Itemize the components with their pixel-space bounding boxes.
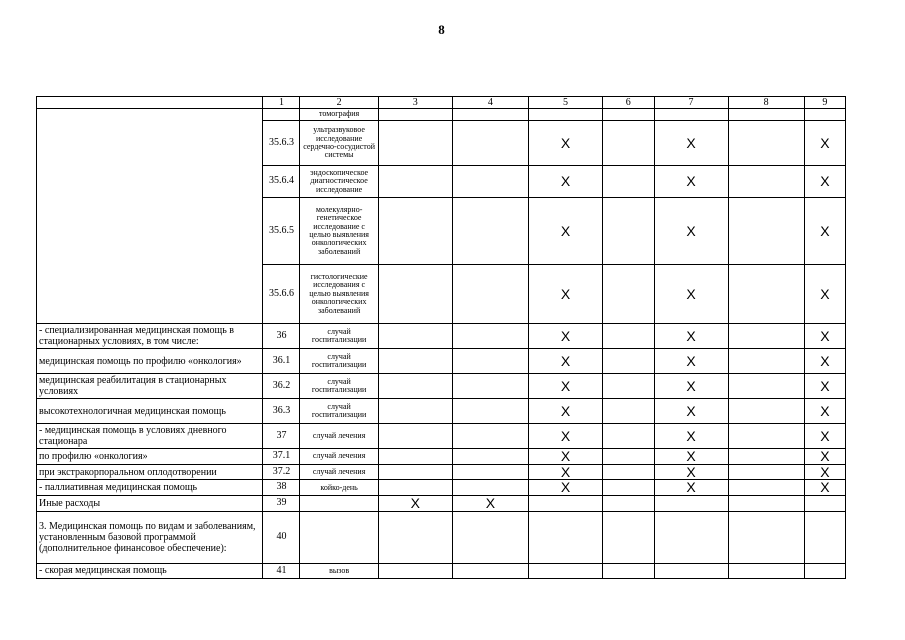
cell-col-9 — [804, 511, 845, 563]
row-label: при экстракорпоральном оплодотворении — [37, 464, 263, 480]
table-row — [37, 496, 846, 512]
row-code: 40 — [263, 511, 300, 563]
cell-col-8 — [728, 424, 804, 449]
row-code: 37.2 — [263, 464, 300, 480]
cell-col-3 — [378, 449, 452, 465]
row-unit: случай лечения — [300, 424, 378, 449]
row-code: 41 — [263, 563, 300, 578]
column-header-7: 7 — [654, 97, 728, 109]
cell-col-4 — [452, 464, 528, 480]
x-mark-col-9: X — [804, 265, 845, 324]
x-mark-col-5: X — [528, 265, 602, 324]
cell-col-8 — [728, 166, 804, 198]
row-label-merged — [37, 109, 263, 324]
x-mark-col-9: X — [804, 198, 845, 265]
x-mark-col-7: X — [654, 480, 728, 496]
row-label: медицинская реабилитация в стационарных условиях — [37, 374, 263, 399]
table-row — [37, 480, 846, 496]
table-row — [37, 109, 846, 121]
cell-col-3 — [378, 399, 452, 424]
cell-col-8 — [728, 121, 804, 166]
row-code: 39 — [263, 496, 300, 512]
cell-col-8 — [728, 464, 804, 480]
report-table — [36, 96, 846, 579]
cell-col-8 — [728, 374, 804, 399]
x-mark-col-5: X — [528, 121, 602, 166]
cell-col-3 — [378, 464, 452, 480]
column-header-0 — [37, 97, 263, 109]
cell-col-6 — [603, 399, 654, 424]
cell-col-6 — [603, 109, 654, 121]
row-label: по профилю «онкология» — [37, 449, 263, 465]
cell-col-8 — [728, 480, 804, 496]
x-mark-col-9: X — [804, 424, 845, 449]
cell-col-6 — [603, 511, 654, 563]
cell-col-4 — [452, 265, 528, 324]
row-label: - паллиативная медицинская помощь — [37, 480, 263, 496]
cell-col-3 — [378, 166, 452, 198]
cell-col-4 — [452, 198, 528, 265]
x-mark-col-9: X — [804, 121, 845, 166]
x-mark-col-5: X — [528, 424, 602, 449]
row-unit: случай госпитализации — [300, 374, 378, 399]
x-mark-col-5: X — [528, 449, 602, 465]
column-header-1: 1 — [263, 97, 300, 109]
row-unit: гистологические исследования с целью выявления онкологических заболеваний — [300, 265, 378, 324]
row-code: 36.2 — [263, 374, 300, 399]
cell-col-9 — [804, 109, 845, 121]
x-mark-col-5: X — [528, 198, 602, 265]
cell-col-7 — [654, 496, 728, 512]
page-number: 8 — [438, 22, 445, 37]
table-row — [37, 399, 846, 424]
cell-col-3 — [378, 563, 452, 578]
x-mark-col-9: X — [804, 349, 845, 374]
cell-col-4 — [452, 449, 528, 465]
cell-col-8 — [728, 324, 804, 349]
cell-col-9 — [804, 563, 845, 578]
cell-col-6 — [603, 265, 654, 324]
cell-col-4 — [452, 511, 528, 563]
column-header-3: 3 — [378, 97, 452, 109]
cell-col-3 — [378, 121, 452, 166]
row-unit: эндоскопическое диагностическое исследование — [300, 166, 378, 198]
cell-col-8 — [728, 563, 804, 578]
cell-col-4 — [452, 109, 528, 121]
x-mark-col-9: X — [804, 449, 845, 465]
row-unit: ультразвуковое исследование сердечно-сосудистой системы — [300, 121, 378, 166]
cell-col-6 — [603, 374, 654, 399]
cell-col-6 — [603, 349, 654, 374]
cell-col-3 — [378, 265, 452, 324]
x-mark-col-9: X — [804, 399, 845, 424]
x-mark-col-7: X — [654, 449, 728, 465]
row-label: - специализированная медицинская помощь в стационарных условиях, в том числе: — [37, 324, 263, 349]
cell-col-8 — [728, 449, 804, 465]
row-code: 36.3 — [263, 399, 300, 424]
row-label: Иные расходы — [37, 496, 263, 512]
cell-col-6 — [603, 424, 654, 449]
table-row — [37, 374, 846, 399]
x-mark-col-9: X — [804, 480, 845, 496]
column-header-5: 5 — [528, 97, 602, 109]
x-mark-col-7: X — [654, 121, 728, 166]
cell-col-4 — [452, 374, 528, 399]
cell-col-6 — [603, 198, 654, 265]
row-code: 38 — [263, 480, 300, 496]
row-unit: вызов — [300, 563, 378, 578]
x-mark-col-7: X — [654, 399, 728, 424]
row-code: 35.6.6 — [263, 265, 300, 324]
x-mark-col-5: X — [528, 349, 602, 374]
cell-col-4 — [452, 424, 528, 449]
column-header-4: 4 — [452, 97, 528, 109]
cell-col-8 — [728, 399, 804, 424]
row-unit: случай госпитализации — [300, 399, 378, 424]
x-mark-col-5: X — [528, 374, 602, 399]
row-unit: случай госпитализации — [300, 324, 378, 349]
cell-col-8 — [728, 511, 804, 563]
table-row — [37, 349, 846, 374]
table-row — [37, 563, 846, 578]
cell-col-4 — [452, 399, 528, 424]
cell-col-6 — [603, 464, 654, 480]
x-mark-col-7: X — [654, 374, 728, 399]
x-mark-col-9: X — [804, 464, 845, 480]
row-unit: случай лечения — [300, 464, 378, 480]
cell-col-6 — [603, 563, 654, 578]
cell-col-3 — [378, 198, 452, 265]
cell-col-4 — [452, 121, 528, 166]
row-code: 35.6.3 — [263, 121, 300, 166]
cell-col-7 — [654, 109, 728, 121]
row-unit: томография — [300, 109, 378, 121]
row-unit: случай лечения — [300, 449, 378, 465]
x-mark-col-4: X — [452, 496, 528, 512]
cell-col-9 — [804, 496, 845, 512]
column-header-8: 8 — [728, 97, 804, 109]
cell-col-3 — [378, 324, 452, 349]
x-mark-col-5: X — [528, 464, 602, 480]
row-code: 36.1 — [263, 349, 300, 374]
cell-col-7 — [654, 511, 728, 563]
row-unit — [300, 496, 378, 512]
cell-col-5 — [528, 496, 602, 512]
cell-col-7 — [654, 563, 728, 578]
cell-col-8 — [728, 198, 804, 265]
x-mark-col-7: X — [654, 265, 728, 324]
row-code: 35.6.5 — [263, 198, 300, 265]
row-code: 37.1 — [263, 449, 300, 465]
row-label: - скорая медицинская помощь — [37, 563, 263, 578]
table-header-row — [37, 97, 846, 109]
x-mark-col-7: X — [654, 324, 728, 349]
cell-col-6 — [603, 166, 654, 198]
row-label: 3. Медицинская помощь по видам и заболеваниям, установленным базовой программой (дополнительное финансовое обеспечение): — [37, 511, 263, 563]
cell-col-3 — [378, 109, 452, 121]
cell-col-6 — [603, 496, 654, 512]
cell-col-8 — [728, 496, 804, 512]
row-label: медицинская помощь по профилю «онкология» — [37, 349, 263, 374]
cell-col-6 — [603, 324, 654, 349]
column-header-9: 9 — [804, 97, 845, 109]
table-row — [37, 464, 846, 480]
table-row — [37, 449, 846, 465]
cell-col-4 — [452, 480, 528, 496]
cell-col-4 — [452, 349, 528, 374]
x-mark-col-5: X — [528, 480, 602, 496]
row-unit — [300, 511, 378, 563]
x-mark-col-7: X — [654, 198, 728, 265]
cell-col-4 — [452, 324, 528, 349]
row-label: высокотехнологичная медицинская помощь — [37, 399, 263, 424]
cell-col-6 — [603, 480, 654, 496]
table-row — [37, 511, 846, 563]
column-header-2: 2 — [300, 97, 378, 109]
cell-col-4 — [452, 166, 528, 198]
table-row — [37, 324, 846, 349]
cell-col-8 — [728, 349, 804, 374]
cell-col-8 — [728, 265, 804, 324]
cell-col-6 — [603, 121, 654, 166]
row-code: 36 — [263, 324, 300, 349]
cell-col-6 — [603, 449, 654, 465]
cell-col-8 — [728, 109, 804, 121]
x-mark-col-5: X — [528, 399, 602, 424]
table-row — [37, 424, 846, 449]
cell-col-3 — [378, 424, 452, 449]
column-header-6: 6 — [603, 97, 654, 109]
row-code: 35.6.4 — [263, 166, 300, 198]
x-mark-col-7: X — [654, 166, 728, 198]
x-mark-col-9: X — [804, 166, 845, 198]
x-mark-col-9: X — [804, 324, 845, 349]
cell-col-3 — [378, 349, 452, 374]
x-mark-col-7: X — [654, 424, 728, 449]
x-mark-col-5: X — [528, 324, 602, 349]
x-mark-col-3: X — [378, 496, 452, 512]
row-unit: случай госпитализации — [300, 349, 378, 374]
cell-col-3 — [378, 374, 452, 399]
row-unit: молекулярно-генетическое исследование с целью выявления онкологических заболеваний — [300, 198, 378, 265]
x-mark-col-5: X — [528, 166, 602, 198]
cell-col-5 — [528, 511, 602, 563]
row-code — [263, 109, 300, 121]
x-mark-col-7: X — [654, 349, 728, 374]
cell-col-5 — [528, 563, 602, 578]
x-mark-col-7: X — [654, 464, 728, 480]
cell-col-5 — [528, 109, 602, 121]
row-label: - медицинская помощь в условиях дневного стационара — [37, 424, 263, 449]
cell-col-4 — [452, 563, 528, 578]
cell-col-3 — [378, 480, 452, 496]
x-mark-col-9: X — [804, 374, 845, 399]
row-code: 37 — [263, 424, 300, 449]
row-unit: койко-день — [300, 480, 378, 496]
cell-col-3 — [378, 511, 452, 563]
